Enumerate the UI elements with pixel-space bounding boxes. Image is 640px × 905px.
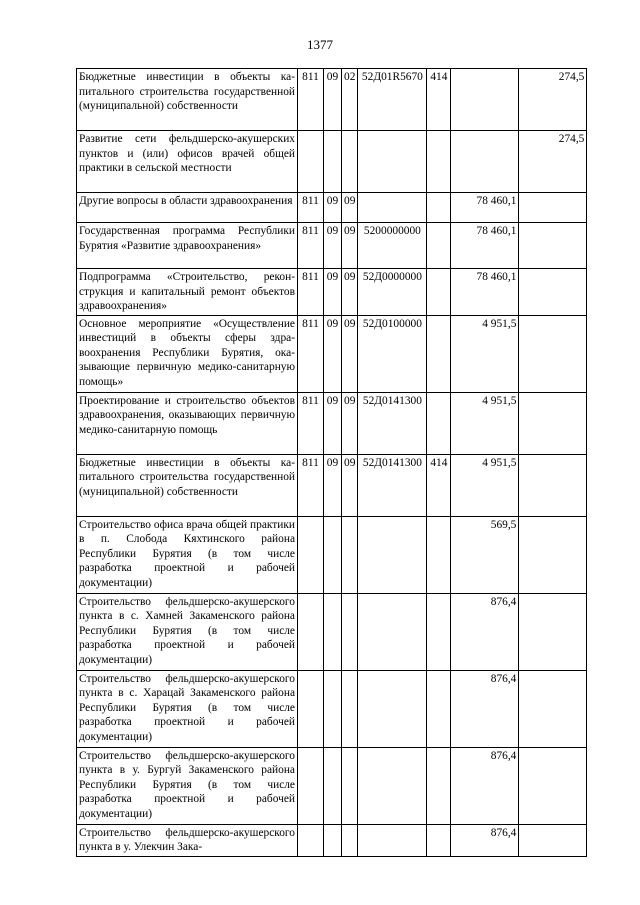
row-name-cell: Бюджетные инвестиции в объекты капитального строительства государственной (муниципальной) собственности — [77, 69, 298, 131]
table-row — [77, 670, 587, 747]
row-csr-code-cell — [358, 131, 427, 193]
table-row — [77, 516, 587, 593]
row-sum-2-cell — [519, 269, 587, 316]
row-pr-code-cell: 09 — [342, 315, 358, 392]
row-csr-code-cell: 52Д0141300 — [358, 392, 427, 454]
row-name-cell: Строительство офиса врача общей практики в п. Слобода Кяхтинского района Республики Бурятия (в том числе разработка проектной и рабочей документации) — [77, 516, 298, 593]
table-row — [77, 315, 587, 392]
row-pr-code-cell — [342, 131, 358, 193]
row-csr-code-cell: 52Д0141300 — [358, 454, 427, 516]
row-sum-1-cell: 876,4 — [451, 747, 519, 824]
row-rz-code-cell — [324, 131, 342, 193]
row-name-cell: Государственная программа Республики Бурятия «Развитие здравоохранения» — [77, 223, 298, 269]
row-rz-code-cell — [324, 824, 342, 856]
row-sum-2-cell: 274,5 — [519, 69, 587, 131]
row-gr-code-cell: 811 — [298, 193, 324, 223]
row-sum-1-cell: 78 460,1 — [451, 269, 519, 316]
table-row — [77, 824, 587, 856]
table-row — [77, 593, 587, 670]
row-name-cell: Бюджетные инвестиции в объекты капитального строительства государственной (муниципальной) собственности — [77, 454, 298, 516]
row-gr-code-cell: 811 — [298, 269, 324, 316]
row-sum-1-cell: 876,4 — [451, 824, 519, 856]
row-gr-code-cell — [298, 516, 324, 593]
budget-table — [76, 68, 587, 857]
row-rz-code-cell: 09 — [324, 269, 342, 316]
row-name-cell: Основное мероприятие «Осуществление инвестиций в объекты сферы здравоохранения Республики Бурятия, оказывающие первичную медико-санитарную помощь» — [77, 315, 298, 392]
row-sum-2-cell — [519, 824, 587, 856]
row-sum-1-cell — [451, 69, 519, 131]
row-sum-1-cell: 876,4 — [451, 593, 519, 670]
row-sum-1-cell: 78 460,1 — [451, 193, 519, 223]
row-sum-1-cell: 876,4 — [451, 670, 519, 747]
row-vr-code-cell — [427, 269, 451, 316]
table-row — [77, 454, 587, 516]
row-pr-code-cell: 09 — [342, 193, 358, 223]
row-vr-code-cell — [427, 193, 451, 223]
row-csr-code-cell — [358, 747, 427, 824]
row-pr-code-cell: 09 — [342, 223, 358, 269]
row-vr-code-cell — [427, 747, 451, 824]
row-name-cell: Строительство фельдшерско-акушерского пункта в у. Бургуй Закаменского района Республики Бурятия (в том числе разработка проектной и рабочей документации) — [77, 747, 298, 824]
row-sum-1-cell: 569,5 — [451, 516, 519, 593]
row-csr-code-cell — [358, 193, 427, 223]
table-row — [77, 747, 587, 824]
row-vr-code-cell — [427, 315, 451, 392]
row-name-cell: Строительство фельдшерско-акушерского пункта в с. Харацай Закаменского района Республики Бурятия (в том числе разработка проектной и рабочей документации) — [77, 670, 298, 747]
row-rz-code-cell: 09 — [324, 454, 342, 516]
row-name-cell: Другие вопросы в области здравоохранения — [77, 193, 298, 223]
row-gr-code-cell — [298, 824, 324, 856]
row-csr-code-cell: 52Д0000000 — [358, 269, 427, 316]
table-row — [77, 193, 587, 223]
table-row — [77, 131, 587, 193]
row-pr-code-cell — [342, 593, 358, 670]
row-csr-code-cell: 52Д01R5670 — [358, 69, 427, 131]
row-gr-code-cell — [298, 593, 324, 670]
row-pr-code-cell: 09 — [342, 454, 358, 516]
table-row — [77, 69, 587, 131]
page-number: 1377 — [307, 37, 333, 52]
row-pr-code-cell — [342, 824, 358, 856]
row-csr-code-cell — [358, 670, 427, 747]
row-vr-code-cell: 414 — [427, 454, 451, 516]
row-sum-2-cell — [519, 593, 587, 670]
row-sum-2-cell — [519, 747, 587, 824]
row-name-cell: Развитие сети фельдшерско-акушерских пунктов и (или) офисов врачей общей практики в сельской местности — [77, 131, 298, 193]
row-name-cell: Строительство фельдшерско-акушерского пункта в у. Улекчин Зака- — [77, 824, 298, 856]
row-pr-code-cell: 09 — [342, 269, 358, 316]
row-vr-code-cell — [427, 670, 451, 747]
row-sum-1-cell: 78 460,1 — [451, 223, 519, 269]
row-sum-1-cell: 4 951,5 — [451, 315, 519, 392]
row-vr-code-cell — [427, 223, 451, 269]
row-sum-2-cell — [519, 223, 587, 269]
row-pr-code-cell — [342, 670, 358, 747]
table-row — [77, 392, 587, 454]
row-rz-code-cell — [324, 516, 342, 593]
row-csr-code-cell — [358, 516, 427, 593]
row-name-cell: Проектирование и строительство объектов здравоохранения, оказывающих первичную медико-санитарную помощь — [77, 392, 298, 454]
row-gr-code-cell — [298, 747, 324, 824]
row-rz-code-cell: 09 — [324, 193, 342, 223]
row-sum-1-cell: 4 951,5 — [451, 392, 519, 454]
row-rz-code-cell: 09 — [324, 392, 342, 454]
row-rz-code-cell: 09 — [324, 315, 342, 392]
row-name-cell: Подпрограмма «Строительство, реконструкция и капитальный ремонт объектов здравоохранения» — [77, 269, 298, 316]
row-csr-code-cell — [358, 824, 427, 856]
row-sum-1-cell: 4 951,5 — [451, 454, 519, 516]
table-body — [77, 69, 587, 857]
row-pr-code-cell — [342, 516, 358, 593]
row-rz-code-cell: 09 — [324, 69, 342, 131]
row-vr-code-cell — [427, 593, 451, 670]
row-pr-code-cell — [342, 747, 358, 824]
row-vr-code-cell — [427, 392, 451, 454]
row-pr-code-cell: 02 — [342, 69, 358, 131]
row-sum-2-cell — [519, 392, 587, 454]
row-sum-2-cell: 274,5 — [519, 131, 587, 193]
row-gr-code-cell: 811 — [298, 392, 324, 454]
table-row — [77, 269, 587, 316]
table-row — [77, 223, 587, 269]
row-pr-code-cell: 09 — [342, 392, 358, 454]
row-csr-code-cell: 52Д0100000 — [358, 315, 427, 392]
row-sum-2-cell — [519, 454, 587, 516]
row-vr-code-cell — [427, 131, 451, 193]
row-sum-2-cell — [519, 516, 587, 593]
row-csr-code-cell — [358, 593, 427, 670]
row-gr-code-cell — [298, 131, 324, 193]
row-gr-code-cell: 811 — [298, 315, 324, 392]
row-sum-2-cell — [519, 193, 587, 223]
row-sum-2-cell — [519, 670, 587, 747]
row-vr-code-cell — [427, 516, 451, 593]
row-gr-code-cell: 811 — [298, 454, 324, 516]
row-gr-code-cell — [298, 670, 324, 747]
row-rz-code-cell: 09 — [324, 223, 342, 269]
row-rz-code-cell — [324, 593, 342, 670]
row-rz-code-cell — [324, 670, 342, 747]
row-gr-code-cell: 811 — [298, 69, 324, 131]
row-name-cell: Строительство фельдшерско-акушерского пункта в с. Хамней Закаменского района Республики Бурятия (в том числе разработка проектной и рабочей документации) — [77, 593, 298, 670]
row-sum-2-cell — [519, 315, 587, 392]
row-vr-code-cell — [427, 824, 451, 856]
row-csr-code-cell: 5200000000 — [358, 223, 427, 269]
row-gr-code-cell: 811 — [298, 223, 324, 269]
row-vr-code-cell: 414 — [427, 69, 451, 131]
row-rz-code-cell — [324, 747, 342, 824]
row-sum-1-cell — [451, 131, 519, 193]
